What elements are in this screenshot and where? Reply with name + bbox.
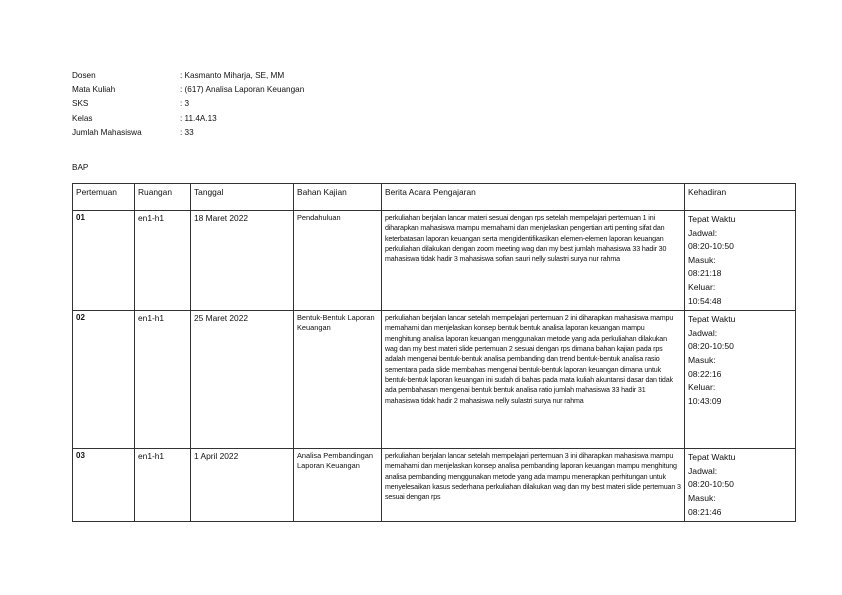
table-row: [73, 449, 796, 522]
info-label: Jumlah Mahasiswa: [72, 127, 142, 137]
info-row-jumlah-mahasiswa: [72, 128, 304, 142]
header-tanggal: Tanggal: [191, 184, 294, 211]
attendance-status: Tepat Waktu: [688, 314, 736, 325]
cell-pertemuan: 01: [73, 211, 135, 311]
attendance-label: Keluar:: [688, 281, 716, 292]
cell-kehadiran: [685, 211, 796, 311]
bap-title: BAP: [72, 163, 89, 172]
attendance-value: 08:22:16: [688, 368, 722, 379]
cell-tanggal: 1 April 2022: [191, 449, 294, 522]
attendance-value: 10:43:09: [688, 395, 722, 406]
cell-ruangan: en1-h1: [135, 211, 191, 311]
cell-pertemuan: 02: [73, 311, 135, 449]
info-value: : 11.4A.13: [180, 113, 217, 123]
attendance-value: 08:20-10:50: [688, 341, 734, 352]
attendance-label: Keluar:: [688, 382, 716, 393]
attendance-label: Masuk:: [688, 492, 716, 503]
info-label: Mata Kuliah: [72, 85, 116, 95]
attendance-label: Jadwal:: [688, 327, 718, 338]
cell-pertemuan: 03: [73, 449, 135, 522]
bap-table: [72, 183, 796, 522]
attendance-value: 08:20-10:50: [688, 241, 734, 252]
header-ruangan: Ruangan: [135, 184, 191, 211]
header-berita-acara: Berita Acara Pengajaran: [382, 184, 685, 211]
header-kehadiran: Kehadiran: [685, 184, 796, 211]
info-value: : (617) Analisa Laporan Keuangan: [180, 85, 305, 95]
attendance-label: Masuk:: [688, 254, 716, 265]
attendance-value: 10:54:48: [688, 295, 722, 306]
attendance-value: 08:20-10:50: [688, 479, 734, 490]
attendance-value: 08:21:18: [688, 268, 722, 279]
cell-ruangan: en1-h1: [135, 311, 191, 449]
cell-bahan-kajian: Pendahuluan: [294, 211, 382, 311]
attendance-label: Masuk:: [688, 354, 716, 365]
header-pertemuan: Pertemuan: [73, 184, 135, 211]
cell-berita-acara: perkuliahan berjalan lancar materi sesuai dengan rps setelah mempelajari pertemuan 1 ini diharapkan mahasiswa mampu memahami dan menjelaskan pengertian arti penting sifat dan keterbatasan laporan keuangan serta mengidentifikasikan elemen-elemen laporan keuangan perkuliahan dilakukan dengan zoom meeting wag dan my best jumlah mahasiswa 33 hadir 30 mahasiswa tidak hadir 3 mahasiswa sofian sauri nelly sulastri surya nur rahma: [382, 211, 685, 311]
attendance-value: 08:21:46: [688, 506, 722, 517]
cell-tanggal: 18 Maret 2022: [191, 211, 294, 311]
cell-berita-acara: perkuliahan berjalan lancar setelah mempelajari pertemuan 2 ini diharapkan mahasiswa mampu memahami dan menjelaskan konsep bentuk bentuk analisa laporan keuangan mampu menghitung analisa laporan keuangan menggunakan metode yang ada perkuliahan dilakukan wag dan my best materi slide pertemuan 2 sesuai dengan rps dimana bahan kajian pada rps adalah mengenai bentuk-bentuk analisa pembanding dan trend bentuk-bentuk analisa rasio sementara pada slide membahas mengenai bentuk-bentuk laporan keuangan dimana untuk bentuk-bentuk laporan keuangan ini sudah di bahas pada mata kuliah akuntansi dasar dan tidak ada pembahasan mengenai bentuk bentuk analisa ratio jumlah mahasiswa 33 hadir 31 mahasiswa tidak hadir 2 mahasiswa nelly sulastri surya nur rahma: [382, 311, 685, 449]
header-bahan-kajian: Bahan Kajian: [294, 184, 382, 211]
cell-kehadiran: [685, 449, 796, 522]
cell-bahan-kajian: Bentuk-Bentuk Laporan Keuangan: [294, 311, 382, 449]
table-header-row: [73, 184, 796, 211]
attendance-status: Tepat Waktu: [688, 452, 736, 463]
table-row: [73, 211, 796, 311]
attendance-status: Tepat Waktu: [688, 214, 736, 224]
cell-kehadiran: [685, 311, 796, 449]
cell-tanggal: 25 Maret 2022: [191, 311, 294, 449]
info-label: Kelas: [72, 113, 93, 123]
course-info: [72, 71, 304, 142]
attendance-label: Jadwal:: [688, 227, 718, 238]
info-row-sks: [72, 99, 304, 113]
cell-berita-acara: perkuliahan berjalan lancar setelah mempelajari pertemuan 3 ini diharapkan mahasiswa mampu memahami dan menjelaskan konsep analisa pembanding laporan keuangan mampu menghitung analisa pembanding menggunakan metode yang ada mampu menerapkan perhitungan untuk menyelesaikan kasus sederhana perkuliahan dilakukan wag dan my best materi slide pertemuan 3 sesuai dengan rps: [382, 449, 685, 522]
info-value: : Kasmanto Miharja, SE, MM: [180, 71, 285, 80]
info-label: SKS: [72, 99, 89, 109]
cell-bahan-kajian: Analisa Pembandingan Laporan Keuangan: [294, 449, 382, 522]
info-label: Dosen: [72, 71, 96, 80]
info-value: : 33: [180, 127, 194, 137]
info-value: : 3: [180, 99, 190, 109]
attendance-label: Jadwal:: [688, 465, 718, 476]
table-row: [73, 311, 796, 449]
info-row-kelas: [72, 114, 304, 128]
info-row-mata-kuliah: [72, 85, 304, 99]
cell-ruangan: en1-h1: [135, 449, 191, 522]
info-row-dosen: [72, 71, 304, 85]
